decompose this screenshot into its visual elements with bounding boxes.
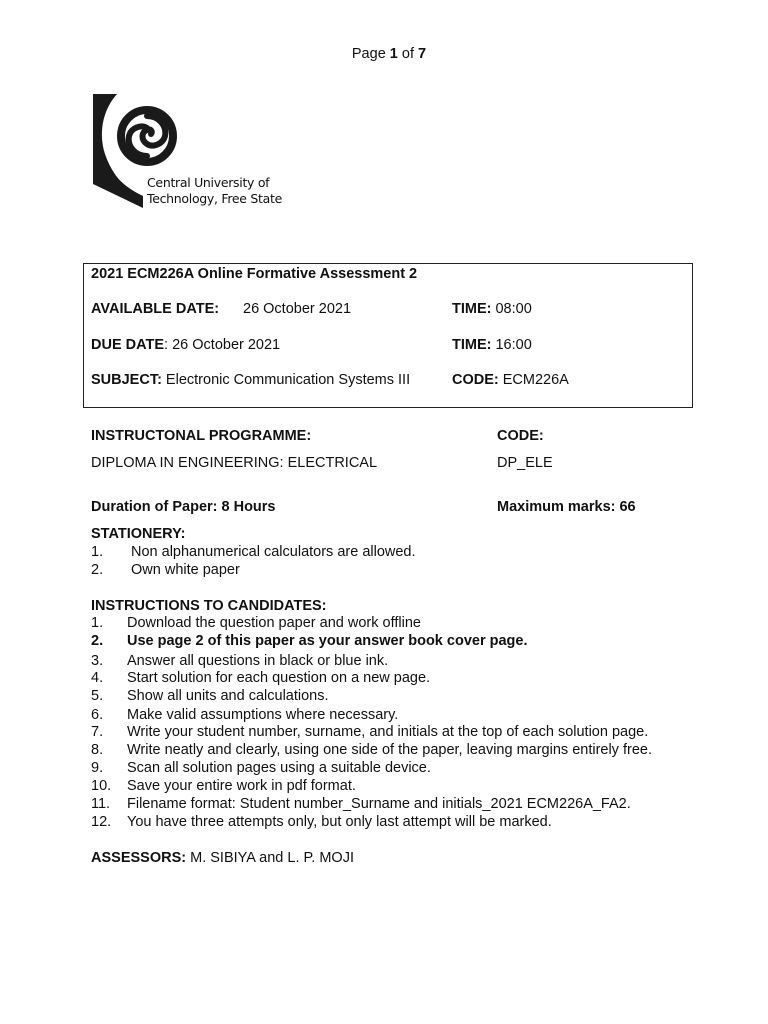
due-date: [91, 337, 280, 353]
page-total: 7: [418, 46, 427, 62]
instruction-num: 9.: [91, 760, 104, 776]
stationery-item-num: 2.: [91, 562, 104, 578]
page-current: 1: [389, 46, 398, 62]
page-number: [0, 46, 768, 62]
stationery-item-num: 1.: [91, 544, 104, 560]
end-time: [452, 337, 532, 353]
instruction-num: 2.: [91, 633, 104, 649]
subject-value: Electronic Communication Systems III: [161, 372, 411, 388]
stationery-item-text: Non alphanumerical calculators are allowed.: [131, 544, 416, 560]
page-prefix: Page: [351, 46, 390, 62]
instruction-num: 8.: [91, 742, 104, 758]
stationery-heading: STATIONERY:: [91, 526, 186, 542]
programme-label: INSTRUCTONAL PROGRAMME:: [91, 428, 312, 444]
code-label: CODE:: [452, 372, 499, 388]
subject-label: SUBJECT:: [91, 372, 162, 388]
end-time-value: 16:00: [491, 337, 532, 353]
assessors-names: M. SIBIYA and L. P. MOJI: [186, 850, 354, 866]
instruction-text: Download the question paper and work offline: [127, 615, 421, 631]
available-date-value: 26 October 2021: [243, 301, 352, 317]
instruction-text: You have three attempts only, but only last attempt will be marked.: [127, 814, 552, 830]
logo-text-line2: Technology, Free State: [147, 191, 282, 206]
instruction-text: Show all units and calculations.: [127, 688, 329, 704]
programme-code-label: CODE:: [497, 428, 544, 444]
duration-of-paper: Duration of Paper: 8 Hours: [91, 499, 276, 515]
instruction-text: Write neatly and clearly, using one side of the paper, leaving margins entirely free.: [127, 742, 652, 758]
instruction-text: Save your entire work in pdf format.: [127, 778, 356, 794]
instruction-text: Use page 2 of this paper as your answer book cover page.: [127, 633, 528, 649]
programme-code: DP_ELE: [497, 455, 553, 471]
code: [452, 372, 569, 388]
instruction-num: 6.: [91, 707, 104, 723]
instruction-num: 4.: [91, 670, 104, 686]
instruction-num: 11.: [91, 796, 111, 812]
instruction-text: Start solution for each question on a new page.: [127, 670, 431, 686]
start-time: [452, 301, 532, 317]
code-value: ECM226A: [498, 372, 569, 388]
start-time-label: TIME:: [452, 301, 492, 317]
instruction-num: 1.: [91, 615, 104, 631]
instruction-text: Write your student number, surname, and initials at the top of each solution page.: [127, 724, 649, 740]
instruction-num: 7.: [91, 724, 104, 740]
available-date-label: AVAILABLE DATE:: [91, 301, 220, 317]
instruction-num: 3.: [91, 653, 104, 669]
instruction-text: Filename format: Student number_Surname and initials_2021 ECM226A_FA2.: [127, 796, 631, 812]
instructions-heading: INSTRUCTIONS TO CANDIDATES:: [91, 598, 327, 614]
programme-name: DIPLOMA IN ENGINEERING: ELECTRICAL: [91, 455, 378, 471]
subject: [91, 372, 410, 388]
logo-text-line1: Central University of: [147, 175, 270, 190]
assessors-label: ASSESSORS:: [91, 850, 187, 866]
page-of: of: [397, 46, 419, 62]
instruction-text: Answer all questions in black or blue ink.: [127, 653, 389, 669]
maximum-marks: Maximum marks: 66: [497, 499, 636, 515]
instruction-num: 12.: [91, 814, 112, 830]
due-date-value: : 26 October 2021: [164, 337, 281, 353]
instruction-text: Make valid assumptions where necessary.: [127, 707, 399, 723]
instruction-text: Scan all solution pages using a suitable device.: [127, 760, 431, 776]
assessors: [91, 850, 354, 866]
due-date-label: DUE DATE: [91, 337, 165, 353]
instruction-num: 10.: [91, 778, 112, 794]
instruction-num: 5.: [91, 688, 104, 704]
start-time-value: 08:00: [491, 301, 532, 317]
assessment-title: 2021 ECM226A Online Formative Assessment 2: [91, 266, 418, 282]
stationery-item-text: Own white paper: [131, 562, 240, 578]
end-time-label: TIME:: [452, 337, 492, 353]
